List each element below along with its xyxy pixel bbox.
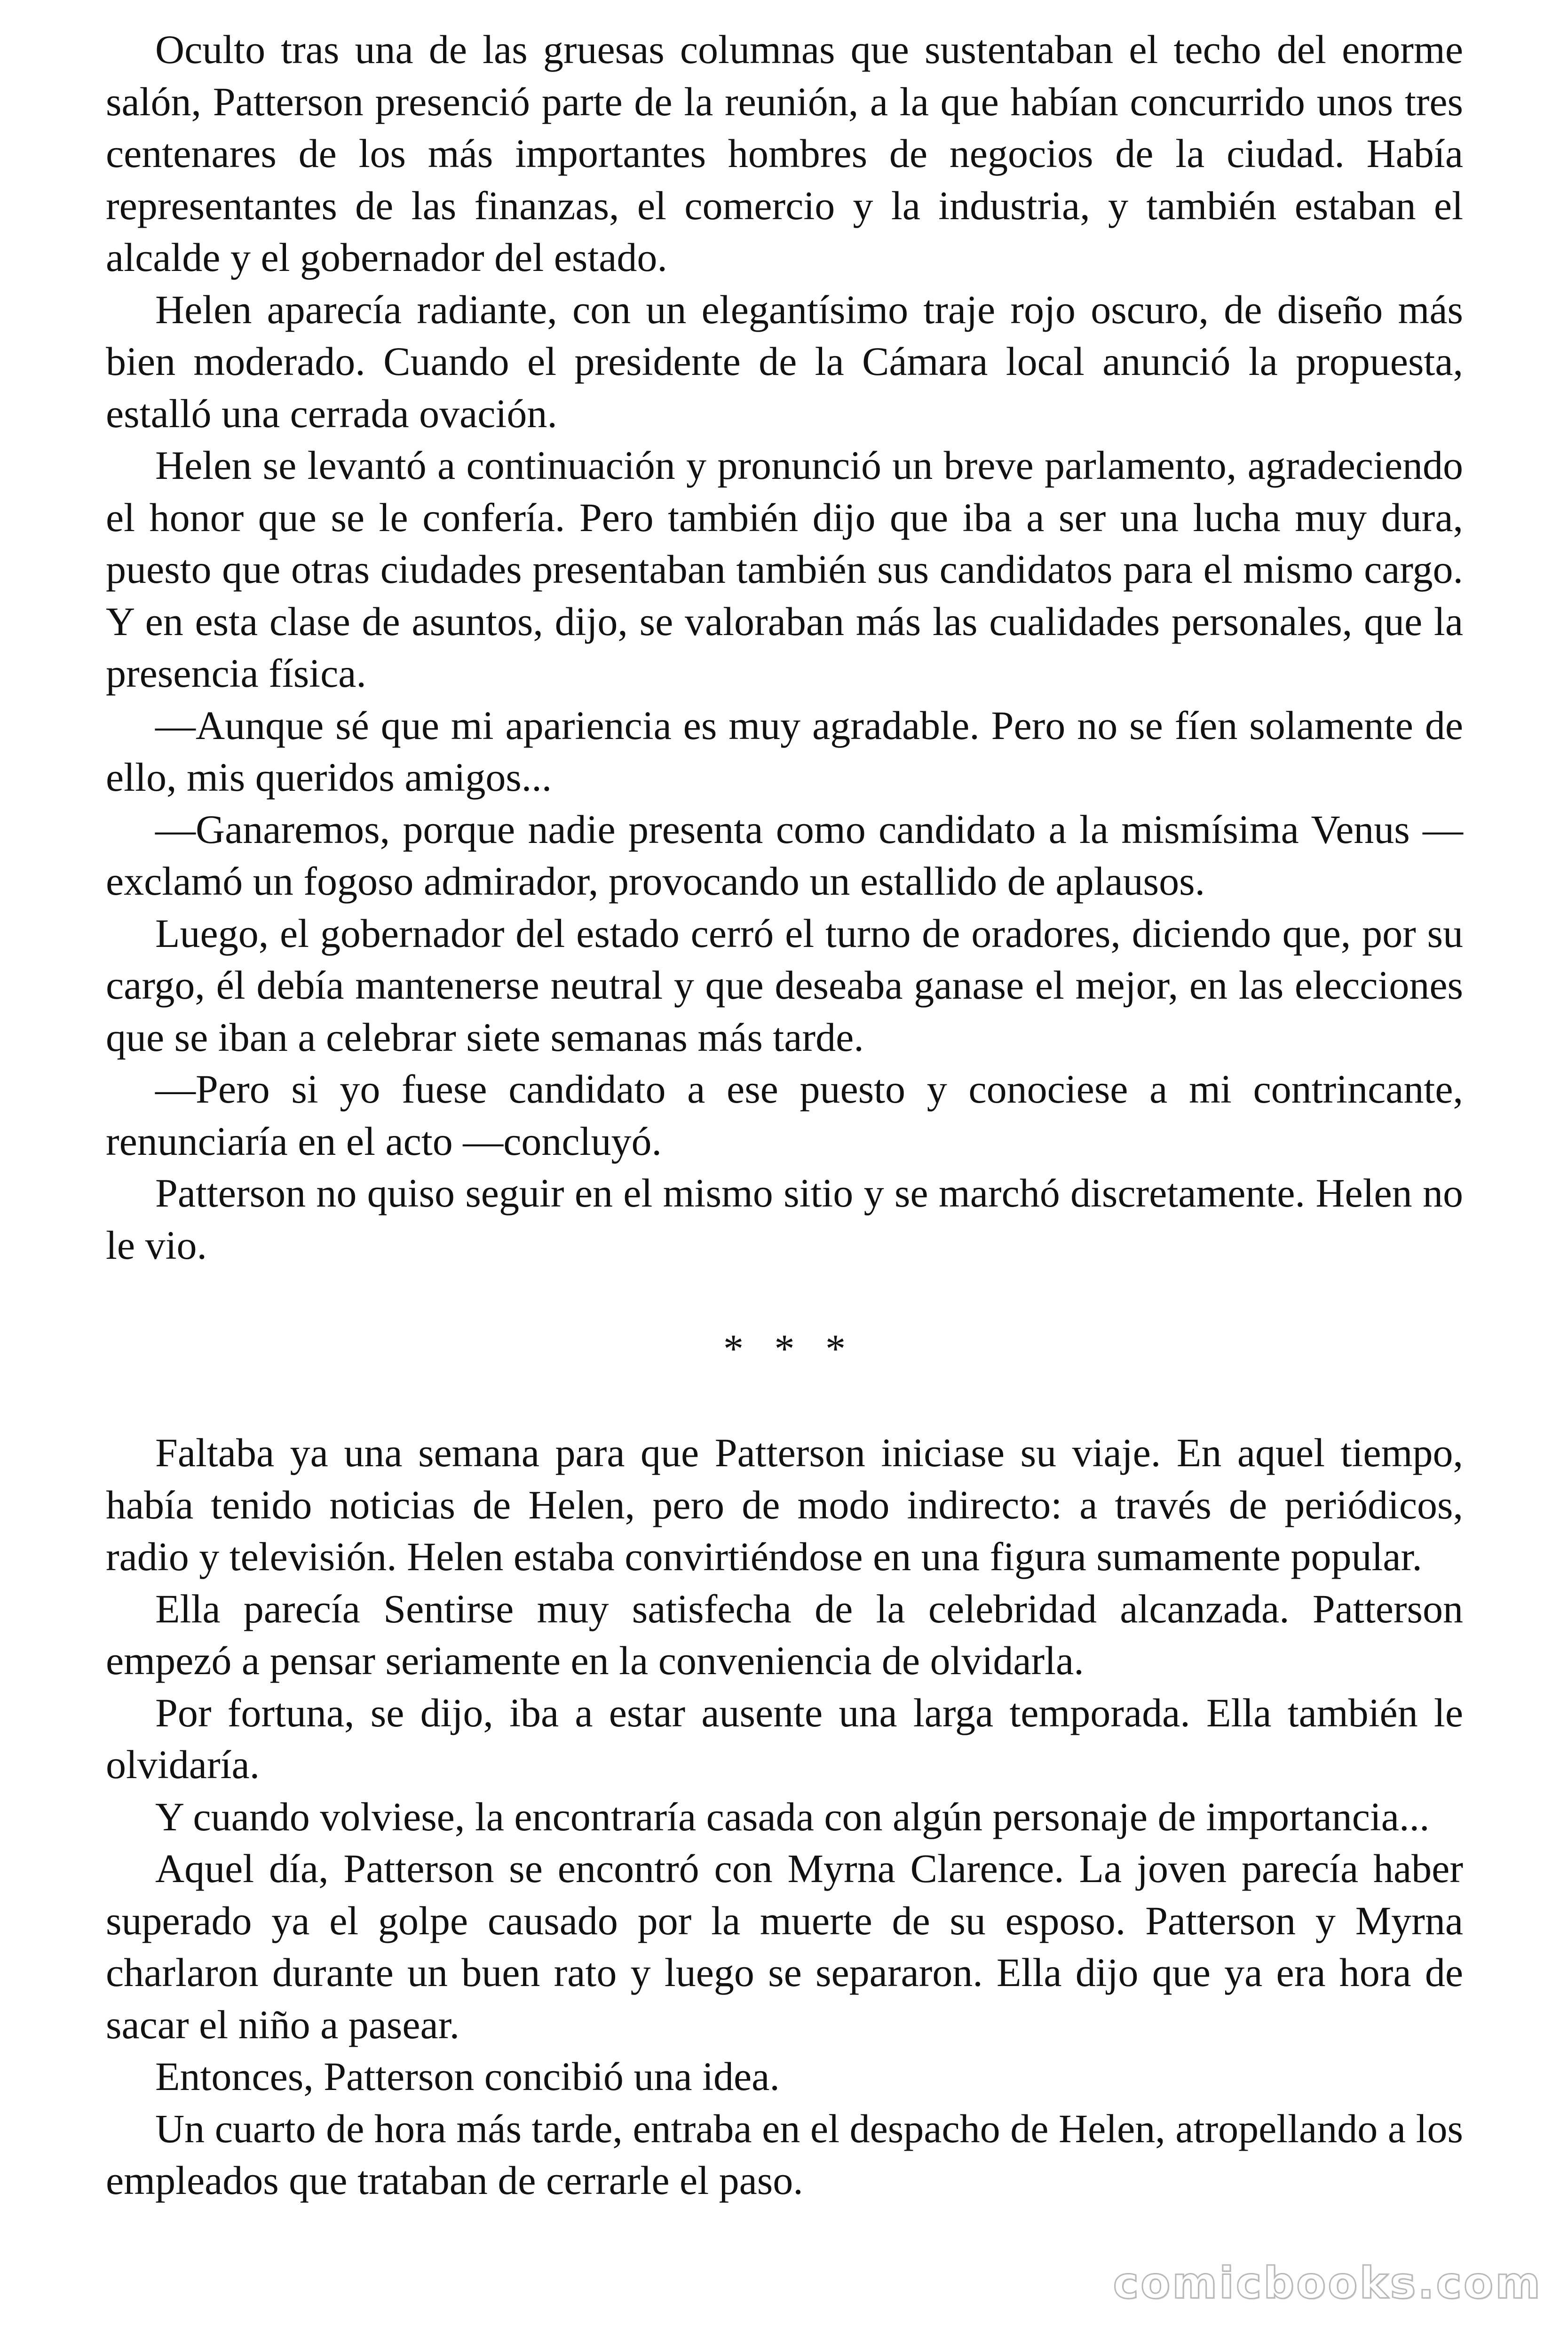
paragraph: Helen aparecía radiante, con un elegantísimo traje rojo oscuro, de diseño más bien moderado. Cuando el presidente de la Cámara local anunció la propuesta, estalló una cerrada ovación.	[106, 286, 1463, 436]
paragraph: Aquel día, Patterson se encontró con Myrna Clarence. La joven parecía haber superado ya el golpe causado por la muerte de su esposo. Patterson y Myrna charlaron durante un buen rato y luego se separaron. Ella dijo que ya era hora de sacar el niño a pasear.	[106, 1846, 1463, 2047]
paragraph: Por fortuna, se dijo, iba a estar ausente una larga temporada. Ella también le olvidaría.	[106, 1690, 1463, 1787]
watermark-text: comicbooks.com	[1113, 2258, 1542, 2308]
section-separator: * * *	[723, 1326, 856, 1371]
paragraph: Luego, el gobernador del estado cerró el turno de oradores, diciendo que, por su cargo, él debía mantenerse neutral y que deseaba ganase el mejor, en las elecciones que se iban a celebrar siete semanas más tarde.	[106, 910, 1463, 1060]
paragraph: Helen se levantó a continuación y pronunció un breve parlamento, agradeciendo el honor que se le confería. Pero también dijo que iba a ser una lucha muy dura, puesto que otras ciudades presentaban también sus candidatos para el mismo cargo. Y en esta clase de asuntos, dijo, se valoraban más las cualidades personales, que la presencia física.	[106, 443, 1463, 696]
paragraph: Entonces, Patterson concibió una idea.	[155, 2054, 780, 2099]
paragraph: Faltaba ya una semana para que Patterson iniciase su viaje. En aquel tiempo, había tenido noticias de Helen, pero de modo indirecto: a través de periódicos, radio y televisión. Helen estaba convirtiéndose en una figura sumamente popular.	[106, 1430, 1463, 1579]
paragraph: Patterson no quiso seguir en el mismo sitio y se marchó discretamente. Helen no le vio.	[106, 1170, 1463, 1268]
paragraph: —Pero si yo fuese candidato a ese puesto y conociese a mi contrincante, renunciaría en el acto —concluyó.	[106, 1066, 1463, 1164]
paragraph: Y cuando volviese, la encontraría casada con algún personaje de importancia...	[155, 1794, 1430, 1839]
paragraph: Oculto tras una de las gruesas columnas que sustentaban el techo del enorme salón, Patterson presenció parte de la reunión, a la que habían concurrido unos tres centenares de los más importantes hombres de negocios de la ciudad. Había representantes de las finanzas, el comercio y la industria, y también estaban el alcalde y el gobernador del estado.	[106, 27, 1463, 280]
paragraph: Ella parecía Sentirse muy satisfecha de la celebridad alcanzada. Patterson empezó a pensar seriamente en la conveniencia de olvidarla.	[106, 1586, 1463, 1683]
paragraph: —Aunque sé que mi apariencia es muy agradable. Pero no se fíen solamente de ello, mis queridos amigos...	[106, 702, 1463, 800]
paragraph: Un cuarto de hora más tarde, entraba en el despacho de Helen, atropellando a los empleados que trataban de cerrarle el paso.	[106, 2106, 1463, 2203]
document-page	[106, 24, 1463, 2207]
paragraph: —Ganaremos, porque nadie presenta como candidato a la mismísima Venus —exclamó un fogoso admirador, provocando un estallido de aplausos.	[106, 806, 1463, 904]
